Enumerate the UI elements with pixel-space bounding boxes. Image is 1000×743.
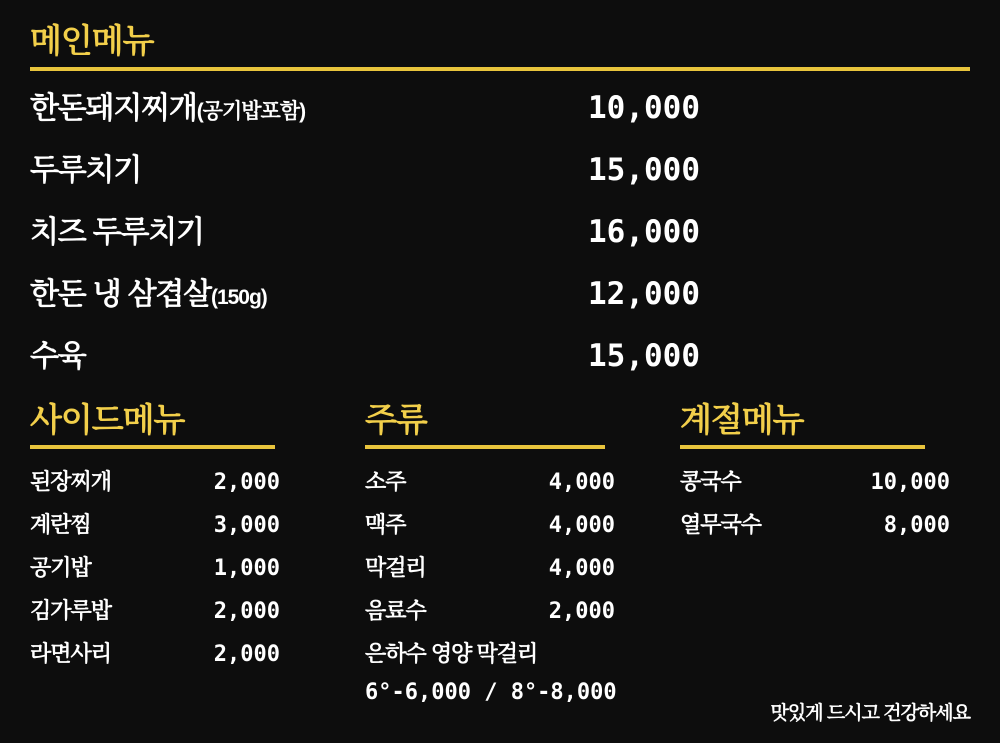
menu-item-name-text: 수육: [30, 339, 86, 373]
season-item-row: [680, 508, 950, 551]
drink-item-row: [365, 551, 615, 594]
drink-menu-title: 주류: [365, 400, 427, 438]
drink-item-row: [365, 594, 615, 637]
drink-menu-list: [365, 465, 680, 723]
menu-item-row: [30, 83, 970, 145]
main-menu-list: [30, 83, 970, 393]
season-item-name: 콩국수: [680, 469, 741, 495]
side-item-row: [30, 551, 280, 594]
side-item-price: 3,000: [213, 513, 280, 539]
side-item-row: [30, 465, 280, 508]
drink-special-price: 6°-6,000 / 8°-8,000: [365, 680, 617, 706]
menu-item-name-text: 한돈돼지찌개: [30, 91, 197, 125]
side-item-name: 계란찜: [30, 512, 91, 538]
menu-item-row: [30, 207, 970, 269]
side-item-price: 2,000: [213, 470, 280, 496]
drink-item-name: 소주: [365, 469, 406, 495]
menu-item-name: [30, 145, 500, 189]
menu-item-name-text: 한돈 냉 삼겹살: [30, 277, 211, 311]
drink-item-row: [365, 508, 615, 551]
side-menu-list: [30, 465, 365, 680]
drink-item-name: 맥주: [365, 512, 406, 538]
menu-item-name: [30, 331, 500, 375]
menu-item-note: (150g): [210, 285, 267, 309]
menu-item-row: [30, 269, 970, 331]
side-item-name: 된장찌개: [30, 469, 112, 495]
season-menu-list: [680, 465, 970, 551]
menu-item-name: [30, 269, 500, 313]
season-menu-title: 계절메뉴: [680, 400, 804, 438]
menu-item-price: 15,000: [588, 337, 700, 374]
drink-item-price: 4,000: [548, 513, 615, 539]
side-item-name: 김가루밥: [30, 598, 112, 624]
side-menu-divider: [30, 445, 275, 449]
menu-item-price: 16,000: [588, 213, 700, 250]
season-menu-section: [680, 400, 970, 724]
sub-menu-columns: [30, 400, 970, 724]
side-menu-title: 사이드메뉴: [30, 400, 185, 438]
season-item-row: [680, 465, 950, 508]
side-item-row: [30, 508, 280, 551]
side-item-row: [30, 637, 280, 680]
drink-item-name: 막걸리: [365, 555, 426, 581]
side-menu-section: [30, 400, 365, 724]
drink-item-name: 음료수: [365, 598, 426, 624]
menu-item-name-text: 두루치기: [30, 153, 142, 187]
season-item-price: 10,000: [870, 470, 950, 496]
side-item-price: 1,000: [213, 556, 280, 582]
menu-item-price: 10,000: [588, 89, 700, 126]
main-menu-title: 메인메뉴: [30, 22, 154, 59]
side-item-price: 2,000: [213, 642, 280, 668]
menu-item-name: [30, 207, 500, 251]
season-item-name: 열무국수: [680, 512, 762, 538]
drink-item-price: 4,000: [548, 556, 615, 582]
side-item-row: [30, 594, 280, 637]
menu-item-row: [30, 331, 970, 393]
season-item-price: 8,000: [883, 513, 950, 539]
side-item-price: 2,000: [213, 599, 280, 625]
side-item-name: 라면사리: [30, 641, 112, 667]
side-item-name: 공기밥: [30, 555, 91, 581]
main-menu-divider: [30, 67, 970, 71]
menu-item-price: 15,000: [588, 151, 700, 188]
menu-item-name-text: 치즈 두루치기: [30, 215, 204, 249]
drink-menu-divider: [365, 445, 605, 449]
drink-item-price: 4,000: [548, 470, 615, 496]
season-menu-divider: [680, 445, 925, 449]
drink-item-row: [365, 465, 615, 508]
menu-item-note: (공기밥포함): [196, 99, 306, 123]
menu-item-row: [30, 145, 970, 207]
drink-menu-section: [365, 400, 680, 724]
menu-item-price: 12,000: [588, 275, 700, 312]
drink-special-name: 은하수 영양 막걸리: [365, 641, 538, 667]
footer-note: 맛있게 드시고 건강하세요: [770, 703, 970, 724]
drink-item-price: 2,000: [548, 599, 615, 625]
main-menu-section: [30, 24, 970, 393]
menu-item-name: [30, 83, 500, 127]
